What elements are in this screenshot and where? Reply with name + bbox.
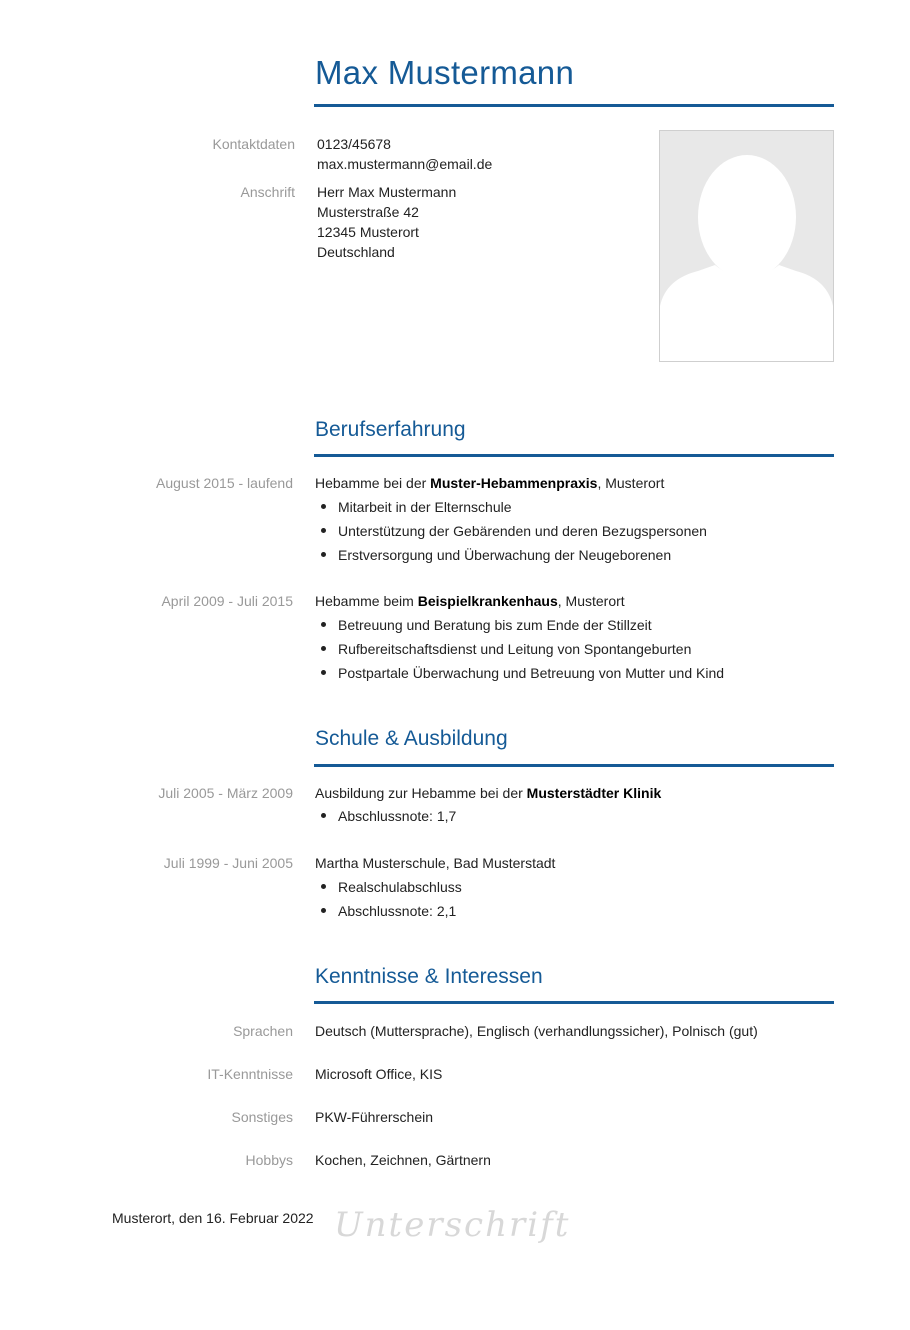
list-item: Realschulabschluss — [315, 875, 462, 899]
signature: Unterschrift — [334, 1205, 571, 1245]
section-title-skills: Kenntnisse & Interessen — [315, 965, 543, 988]
entry-organization: Musterstädter Klinik — [526, 785, 662, 801]
skill-label: Hobbys — [245, 1152, 293, 1168]
entry-bullet-list — [315, 875, 462, 923]
applicant-name: Max Mustermann — [315, 54, 575, 91]
list-item: Abschlussnote: 1,7 — [315, 804, 456, 828]
address-label: Anschrift — [240, 184, 295, 200]
header-rule — [314, 104, 834, 107]
skill-value: Kochen, Zeichnen, Gärtnern — [315, 1152, 491, 1168]
entry-bullet-list — [315, 804, 456, 828]
section-title-experience: Berufserfahrung — [315, 418, 466, 441]
entry-organization: Muster-Hebammenpraxis — [430, 475, 598, 491]
skill-label: IT-Kenntnisse — [207, 1066, 293, 1082]
list-item: Postpartale Überwachung und Betreuung von Mutter und Kind — [315, 661, 724, 685]
list-item: Rufbereitschaftsdienst und Leitung von Spontangeburten — [315, 637, 724, 661]
place-date: Musterort, den 16. Februar 2022 — [112, 1210, 314, 1226]
entry-heading — [315, 473, 664, 493]
skill-value: Microsoft Office, KIS — [315, 1066, 443, 1082]
address-line: Musterstraße 42 — [317, 204, 419, 220]
profile-photo — [659, 130, 834, 362]
entry-prefix: Hebamme bei der — [315, 475, 431, 491]
list-item: Mitarbeit in der Elternschule — [315, 495, 707, 519]
contact-phone: 0123/45678 — [317, 136, 391, 152]
section-title-education: Schule & Ausbildung — [315, 727, 508, 750]
entry-heading: Martha Musterschule, Bad Musterstadt — [315, 855, 556, 871]
entry-suffix: , Musterort — [557, 593, 625, 609]
address-line: Deutschland — [317, 244, 395, 260]
entry-prefix: Ausbildung zur Hebamme bei der — [315, 785, 527, 801]
entry-period: Juli 2005 - März 2009 — [158, 785, 293, 801]
address-line: Herr Max Mustermann — [317, 184, 457, 200]
entry-period: Juli 1999 - Juni 2005 — [163, 855, 293, 871]
section-rule — [314, 454, 834, 457]
contact-label: Kontaktdaten — [212, 136, 295, 152]
list-item: Erstversorgung und Überwachung der Neugeborenen — [315, 543, 707, 567]
entry-bullet-list — [315, 495, 707, 567]
list-item: Unterstützung der Gebärenden und deren Bezugspersonen — [315, 519, 707, 543]
entry-period: August 2015 - laufend — [156, 475, 293, 491]
skill-value: PKW-Führerschein — [315, 1109, 434, 1125]
list-item: Betreuung und Beratung bis zum Ende der Stillzeit — [315, 613, 724, 637]
entry-heading — [315, 783, 661, 803]
address-line: 12345 Musterort — [317, 224, 419, 240]
person-placeholder-icon — [660, 131, 833, 361]
skill-label: Sprachen — [233, 1023, 293, 1039]
skill-label: Sonstiges — [231, 1109, 293, 1125]
entry-heading — [315, 591, 625, 611]
section-rule — [314, 764, 834, 767]
contact-email: max.mustermann@email.de — [317, 156, 493, 172]
entry-organization: Beispielkrankenhaus — [417, 593, 558, 609]
entry-prefix: Hebamme beim — [315, 593, 418, 609]
section-rule — [314, 1001, 834, 1004]
entry-suffix: , Musterort — [597, 475, 665, 491]
list-item: Abschlussnote: 2,1 — [315, 899, 462, 923]
skill-value: Deutsch (Muttersprache), Englisch (verhandlungssicher), Polnisch (gut) — [315, 1023, 758, 1039]
entry-period: April 2009 - Juli 2015 — [161, 593, 293, 609]
entry-bullet-list — [315, 613, 724, 685]
